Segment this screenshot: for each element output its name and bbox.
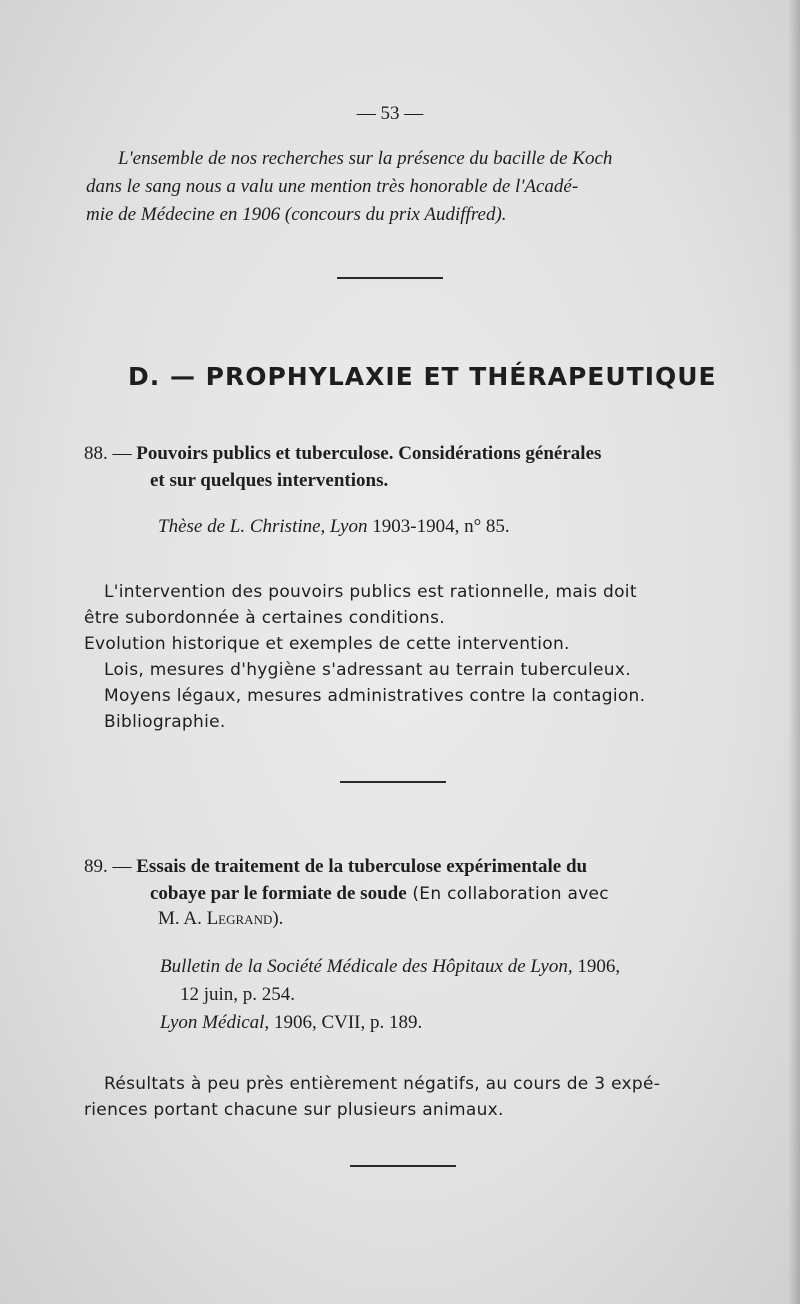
entry-89-collab-prefix: M. A. [158, 908, 207, 929]
entry-89-ref1-title: Bulletin de la Société Médicale des Hôpitaux de Lyon, [160, 956, 573, 977]
separator-rule-2 [340, 781, 446, 783]
intro-line-1: L'ensemble de nos recherches sur la présence du bacille de Koch [118, 148, 613, 169]
entry-88-ref-rest: 1903-1904, n° 85. [372, 516, 510, 537]
entry-89-title-2-bold: cobaye par le formiate de soude [150, 883, 407, 904]
entry-88-body-line-1: L'intervention des pouvoirs publics est rationnelle, mais doit [104, 582, 637, 602]
entry-89-body-line-1: Résultats à peu près entièrement négatifs, au cours de 3 expé- [104, 1074, 661, 1094]
separator-rule-3 [350, 1165, 456, 1167]
entry-88-title-line-1 [84, 440, 601, 467]
intro-line-2: dans le sang nous a valu une mention très honorable de l'Acadé- [86, 176, 579, 197]
entry-88-number: 88. — [84, 443, 132, 464]
entry-89-number: 89. — [84, 856, 132, 877]
entry-88-title-1: Pouvoirs publics et tuberculose. Considérations générales [136, 443, 602, 464]
page-edge-shadow [788, 0, 800, 1304]
entry-88-reference [158, 516, 510, 538]
intro-line-3: mie de Médecine en 1906 (concours du prix Audiffred). [86, 204, 507, 225]
separator-rule-1 [337, 277, 443, 279]
entry-89-ref2-title: Lyon Médical, [160, 1012, 270, 1033]
entry-88-body-line-2: être subordonnée à certaines conditions. [84, 608, 445, 628]
entry-88-title-line-2: et sur quelques interventions. [150, 470, 389, 491]
entry-89-title-2-rest: (En collaboration avec [406, 884, 609, 904]
entry-89-reference-1 [160, 956, 620, 978]
section-heading: D. — PROPHYLAXIE ET THÉRAPEUTIQUE [128, 362, 717, 391]
entry-89-collab-suffix: ). [272, 908, 284, 929]
entry-89-reference-2 [160, 1012, 422, 1034]
entry-89-collab-name: Legrand [206, 908, 273, 929]
page-number: — 53 — [356, 103, 424, 124]
entry-88-ref-title: Thèse de L. Christine, Lyon [158, 516, 368, 537]
entry-89-ref1-rest: 1906, [572, 956, 621, 977]
entry-88-body-line-3: Evolution historique et exemples de cette intervention. [84, 634, 570, 654]
entry-89-title-line-1 [84, 853, 587, 880]
entry-89-title-1: Essais de traitement de la tuberculose expérimentale du [136, 856, 588, 877]
entry-89-title-line-2 [150, 880, 609, 907]
entry-88-body-line-4: Lois, mesures d'hygiène s'adressant au terrain tuberculeux. [104, 660, 631, 680]
entry-88-body-line-6: Bibliographie. [104, 712, 226, 732]
entry-88-body-line-5: Moyens légaux, mesures administratives contre la contagion. [104, 686, 646, 706]
entry-89-title-line-3 [158, 908, 283, 930]
entry-89-ref2-rest: 1906, CVII, p. 189. [269, 1012, 423, 1033]
entry-89-body-line-2: riences portant chacune sur plusieurs animaux. [84, 1100, 504, 1120]
intro-paragraph [86, 145, 726, 229]
entry-89-reference-1-line-2: 12 juin, p. 254. [180, 984, 296, 1005]
